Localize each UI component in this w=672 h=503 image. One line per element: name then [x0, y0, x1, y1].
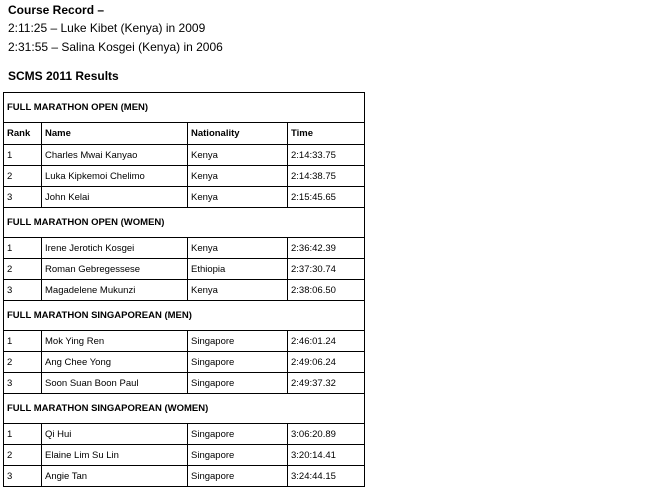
nationality-cell: Kenya	[188, 280, 288, 301]
table-row	[4, 145, 365, 166]
column-header-name: Name	[42, 123, 188, 145]
name-cell: Mok Ying Ren	[42, 331, 188, 352]
nationality-cell: Kenya	[188, 145, 288, 166]
section-title: FULL MARATHON SINGAPOREAN (MEN)	[4, 301, 365, 331]
name-cell: Magadelene Mukunzi	[42, 280, 188, 301]
nationality-cell: Kenya	[188, 166, 288, 187]
table-row	[4, 445, 365, 466]
name-cell: John Kelai	[42, 187, 188, 208]
rank-cell: 1	[4, 331, 42, 352]
table-row	[4, 373, 365, 394]
section-title: FULL MARATHON OPEN (WOMEN)	[4, 208, 365, 238]
column-header-time: Time	[288, 123, 365, 145]
time-cell: 2:36:42.39	[288, 238, 365, 259]
results-table	[3, 92, 365, 487]
column-header-rank: Rank	[4, 123, 42, 145]
nationality-cell: Ethiopia	[188, 259, 288, 280]
section-title: FULL MARATHON SINGAPOREAN (WOMEN)	[4, 394, 365, 424]
time-cell: 2:37:30.74	[288, 259, 365, 280]
nationality-cell: Kenya	[188, 238, 288, 259]
name-cell: Ang Chee Yong	[42, 352, 188, 373]
name-cell: Luka Kipkemoi Chelimo	[42, 166, 188, 187]
nationality-cell: Singapore	[188, 352, 288, 373]
results-title: SCMS 2011 Results	[8, 69, 119, 83]
time-cell: 2:14:38.75	[288, 166, 365, 187]
name-cell: Roman Gebregessese	[42, 259, 188, 280]
name-cell: Irene Jerotich Kosgei	[42, 238, 188, 259]
rank-cell: 3	[4, 187, 42, 208]
name-cell: Charles Mwai Kanyao	[42, 145, 188, 166]
table-row	[4, 166, 365, 187]
table-row	[4, 238, 365, 259]
time-cell: 3:20:14.41	[288, 445, 365, 466]
course-record-men: 2:11:25 – Luke Kibet (Kenya) in 2009	[8, 21, 206, 35]
section-title-row	[4, 394, 365, 424]
time-cell: 2:49:06.24	[288, 352, 365, 373]
nationality-cell: Singapore	[188, 331, 288, 352]
course-record-heading: Course Record –	[8, 3, 105, 17]
name-cell: Angie Tan	[42, 466, 188, 487]
time-cell: 2:15:45.65	[288, 187, 365, 208]
table-row	[4, 466, 365, 487]
rank-cell: 1	[4, 238, 42, 259]
rank-cell: 2	[4, 352, 42, 373]
time-cell: 3:06:20.89	[288, 424, 365, 445]
rank-cell: 1	[4, 145, 42, 166]
section-title-row	[4, 93, 365, 123]
table-row	[4, 280, 365, 301]
rank-cell: 2	[4, 166, 42, 187]
rank-cell: 1	[4, 424, 42, 445]
column-header-nationality: Nationality	[188, 123, 288, 145]
name-cell: Elaine Lim Su Lin	[42, 445, 188, 466]
section-title-row	[4, 301, 365, 331]
rank-cell: 3	[4, 373, 42, 394]
rank-cell: 3	[4, 466, 42, 487]
rank-cell: 2	[4, 259, 42, 280]
rank-cell: 2	[4, 445, 42, 466]
name-cell: Soon Suan Boon Paul	[42, 373, 188, 394]
section-title-row	[4, 208, 365, 238]
rank-cell: 3	[4, 280, 42, 301]
table-row	[4, 424, 365, 445]
nationality-cell: Singapore	[188, 445, 288, 466]
nationality-cell: Singapore	[188, 424, 288, 445]
table-row	[4, 331, 365, 352]
nationality-cell: Kenya	[188, 187, 288, 208]
table-row	[4, 187, 365, 208]
column-header-row	[4, 123, 365, 145]
table-row	[4, 352, 365, 373]
time-cell: 2:38:06.50	[288, 280, 365, 301]
time-cell: 2:14:33.75	[288, 145, 365, 166]
course-record-women: 2:31:55 – Salina Kosgei (Kenya) in 2006	[8, 40, 223, 54]
time-cell: 2:46:01.24	[288, 331, 365, 352]
section-title: FULL MARATHON OPEN (MEN)	[4, 93, 365, 123]
name-cell: Qi Hui	[42, 424, 188, 445]
nationality-cell: Singapore	[188, 373, 288, 394]
time-cell: 2:49:37.32	[288, 373, 365, 394]
table-row	[4, 259, 365, 280]
time-cell: 3:24:44.15	[288, 466, 365, 487]
nationality-cell: Singapore	[188, 466, 288, 487]
